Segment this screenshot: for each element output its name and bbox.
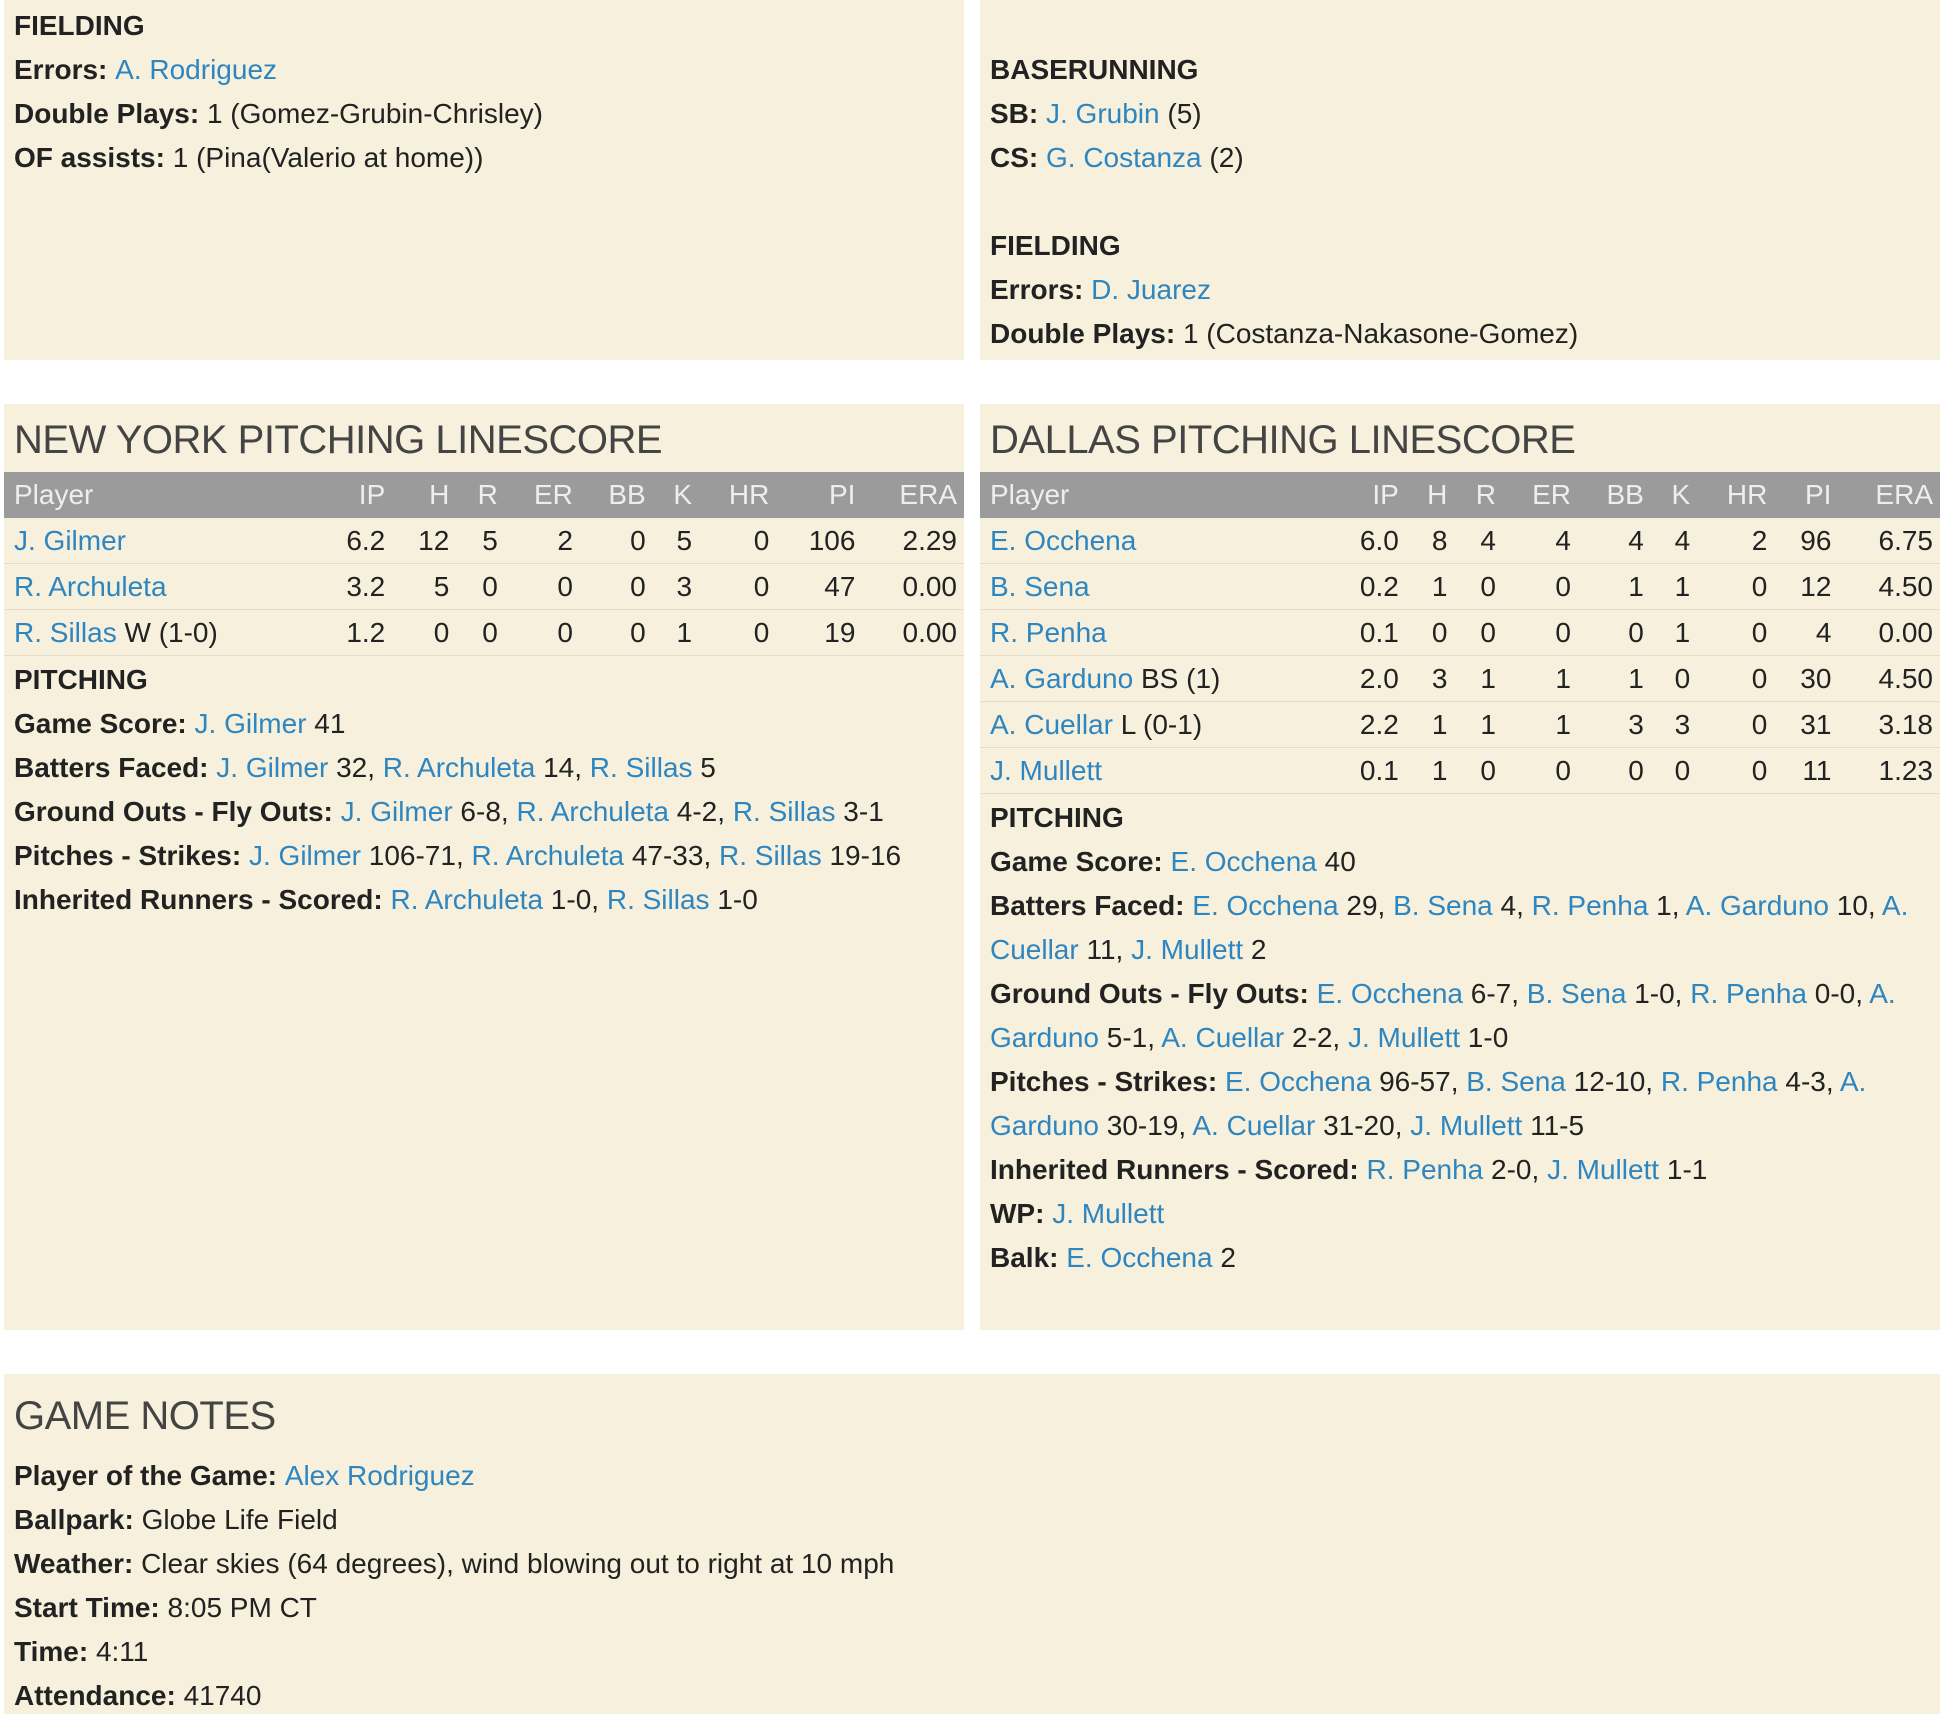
stat-cell: 0 — [456, 610, 505, 656]
stat-lines — [14, 1454, 1930, 1718]
stat-line — [14, 1630, 1930, 1674]
stat-value: (2) — [1201, 142, 1244, 173]
stat-label: WP: — [990, 1198, 1053, 1229]
stat-cell: 106 — [776, 518, 862, 564]
player-link[interactable]: R. Archuleta — [471, 840, 625, 871]
column-header: K — [653, 472, 699, 518]
stat-label: Attendance: — [14, 1680, 184, 1711]
stat-label: Inherited Runners - Scored: — [14, 884, 391, 915]
column-header: IP — [317, 472, 392, 518]
dal-baserunning-fielding-panel — [980, 0, 1940, 360]
stat-cell: 3.18 — [1838, 702, 1940, 748]
panel-title: GAME NOTES — [14, 1394, 276, 1438]
stat-value: 1-0 — [1460, 1022, 1509, 1053]
stat-value: 2-0, — [1483, 1154, 1548, 1185]
stat-value: 4-3, — [1777, 1066, 1840, 1097]
stat-value: 14, — [535, 752, 590, 783]
stat-cell: 31 — [1774, 702, 1838, 748]
stat-value: 6-7, — [1462, 978, 1527, 1009]
stat-cell: 1 — [1503, 702, 1578, 748]
stat-cell: 0 — [1578, 748, 1651, 794]
stat-cell: 1 — [1406, 702, 1455, 748]
player-link[interactable]: D. Juarez — [1091, 274, 1211, 305]
column-header: ERA — [1838, 472, 1940, 518]
pitching-linescore-table — [4, 472, 964, 656]
stat-value: 1 (Gomez-Grubin-Chrisley) — [206, 98, 544, 129]
column-header: K — [1651, 472, 1697, 518]
stat-value: 10, — [1828, 890, 1882, 921]
stat-cell: 0 — [699, 610, 776, 656]
player-link[interactable]: J. Mullett — [990, 754, 1103, 786]
column-header: HR — [699, 472, 776, 518]
player-link[interactable]: A. Garduno — [1685, 890, 1829, 921]
column-header: ER — [1503, 472, 1578, 518]
stat-label: Game Score: — [14, 708, 195, 739]
section-heading: FIELDING — [14, 10, 145, 41]
column-header: PI — [1774, 472, 1838, 518]
stat-cell: 4 — [1454, 518, 1503, 564]
stat-cell: 0 — [699, 518, 776, 564]
player-link[interactable]: A. Garduno — [990, 978, 1896, 1053]
stat-value: 3-1 — [835, 796, 884, 827]
stat-value: (5) — [1159, 98, 1202, 129]
player-link[interactable]: E. Occhena — [1192, 890, 1339, 921]
column-header: ERA — [862, 472, 964, 518]
player-link[interactable]: R. Sillas — [732, 796, 836, 827]
stat-cell: 0 — [1697, 656, 1774, 702]
stat-cell: 6.0 — [1331, 518, 1406, 564]
column-header: H — [392, 472, 456, 518]
player-link[interactable]: B. Sena — [990, 570, 1090, 602]
stat-lines — [990, 840, 1930, 1280]
decision-note: BS (1) — [1133, 662, 1221, 694]
stat-value: 11-5 — [1522, 1110, 1585, 1141]
player-link[interactable]: B. Sena — [1466, 1066, 1566, 1097]
stat-value: 41 — [306, 708, 346, 739]
stat-value: 2 — [1243, 934, 1267, 965]
player-link[interactable]: J. Mullett — [1547, 1154, 1660, 1185]
stat-cell: 0 — [1651, 656, 1697, 702]
stat-cell: 2 — [1697, 518, 1774, 564]
stat-value: 106-71, — [360, 840, 472, 871]
stat-cell: 1 — [1651, 564, 1697, 610]
table-row — [4, 610, 964, 656]
column-header: H — [1406, 472, 1455, 518]
stat-cell: 0 — [1503, 610, 1578, 656]
decision-note: L (0-1) — [1112, 708, 1203, 740]
table-row — [4, 564, 964, 610]
section-heading: PITCHING — [14, 664, 148, 695]
stat-cell: 5 — [456, 518, 505, 564]
stat-value: 1-1 — [1659, 1154, 1708, 1185]
stat-cell: 1 — [1454, 702, 1503, 748]
game-notes-panel — [4, 1374, 1940, 1714]
player-cell — [980, 702, 1331, 748]
column-header: R — [456, 472, 505, 518]
stat-value: 4, — [1492, 890, 1532, 921]
stat-line — [14, 1586, 1930, 1630]
stat-cell: 3 — [653, 564, 699, 610]
stat-line — [990, 312, 1930, 356]
panel-title: NEW YORK PITCHING LINESCORE — [14, 418, 663, 462]
stat-label: Ballpark: — [14, 1504, 142, 1535]
player-link[interactable]: A. Cuellar — [990, 708, 1113, 740]
stat-cell: 3 — [1406, 656, 1455, 702]
stat-label: Pitches - Strikes: — [14, 840, 249, 871]
stat-line — [14, 1498, 1930, 1542]
stat-cell: 8 — [1406, 518, 1455, 564]
stat-label: OF assists: — [14, 142, 173, 173]
player-cell — [980, 518, 1331, 564]
stat-label: Time: — [14, 1636, 96, 1667]
table-row — [980, 702, 1940, 748]
stat-label: Inherited Runners - Scored: — [990, 1154, 1367, 1185]
player-link[interactable]: R. Penha — [1660, 1066, 1778, 1097]
stat-cell: 96 — [1774, 518, 1838, 564]
stat-label: Double Plays: — [14, 98, 207, 129]
stat-label: Balk: — [990, 1242, 1067, 1273]
stat-value: 12-10, — [1565, 1066, 1661, 1097]
stat-value: 1 (Pina(Valerio at home)) — [172, 142, 484, 173]
stat-line — [14, 834, 954, 878]
section-heading: FIELDING — [990, 230, 1121, 261]
stat-value: 41740 — [183, 1680, 262, 1711]
stat-cell: 0.00 — [1838, 610, 1940, 656]
stat-lines — [14, 702, 954, 922]
stat-label: CS: — [990, 142, 1046, 173]
table-header-row — [4, 472, 964, 518]
stat-cell: 4 — [1578, 518, 1651, 564]
player-link[interactable]: R. Sillas — [719, 840, 822, 871]
stat-cell: 0 — [1503, 564, 1578, 610]
stat-cell: 0.00 — [862, 564, 964, 610]
stat-lines — [990, 92, 1930, 180]
column-header: ER — [505, 472, 580, 518]
stat-value: 5 — [692, 752, 716, 783]
stat-label: Start Time: — [14, 1592, 168, 1623]
stat-cell: 4 — [1774, 610, 1838, 656]
player-cell — [4, 610, 317, 656]
stat-label: Double Plays: — [990, 318, 1183, 349]
stat-line — [990, 972, 1930, 1060]
player-link[interactable]: E. Occhena — [1224, 1066, 1372, 1097]
stat-cell: 0 — [1454, 748, 1503, 794]
stat-cell: 47 — [776, 564, 862, 610]
stat-cell: 1 — [653, 610, 699, 656]
stat-cell: 4.50 — [1838, 656, 1940, 702]
stat-label: Batters Faced: — [990, 890, 1193, 921]
player-link[interactable]: R. Sillas — [14, 616, 117, 648]
stat-value: 11, — [1078, 934, 1132, 965]
stat-value: 8:05 PM CT — [167, 1592, 317, 1623]
player-link[interactable]: R. Archuleta — [382, 752, 536, 783]
stat-value: 2-2, — [1284, 1022, 1348, 1053]
stat-label: Ground Outs - Fly Outs: — [990, 978, 1317, 1009]
player-link[interactable]: J. Mullett — [1131, 934, 1244, 965]
stat-cell: 1 — [1406, 748, 1455, 794]
section-heading: BASERUNNING — [990, 54, 1199, 85]
player-cell — [980, 656, 1331, 702]
stat-cell: 1 — [1503, 656, 1578, 702]
player-link[interactable]: R. Penha — [1366, 1154, 1484, 1185]
player-link[interactable]: R. Archuleta — [516, 796, 669, 827]
stat-cell: 0 — [580, 564, 653, 610]
stat-line — [990, 840, 1930, 884]
stat-cell: 0 — [505, 564, 580, 610]
stat-line — [990, 1236, 1930, 1280]
stat-line — [14, 746, 954, 790]
stat-cell: 0 — [505, 610, 580, 656]
stat-cell: 1.2 — [317, 610, 392, 656]
stat-line — [14, 1454, 1930, 1498]
stat-cell: 0 — [580, 610, 653, 656]
player-cell — [980, 564, 1331, 610]
player-link[interactable]: R. Sillas — [606, 884, 710, 915]
stat-cell: 0 — [1697, 610, 1774, 656]
stat-value: 6-8, — [452, 796, 517, 827]
stat-cell: 0.2 — [1331, 564, 1406, 610]
stat-label: SB: — [990, 98, 1046, 129]
stat-line — [990, 1060, 1930, 1148]
stat-value: 5-1, — [1098, 1022, 1162, 1053]
stat-value: 40 — [1316, 846, 1356, 877]
stat-cell: 0 — [1578, 610, 1651, 656]
player-link[interactable]: E. Occhena — [990, 524, 1137, 556]
player-link[interactable]: R. Penha — [1690, 978, 1807, 1009]
stat-line — [990, 1192, 1930, 1236]
stat-cell: 1 — [1651, 610, 1697, 656]
player-link[interactable]: J. Gilmer — [216, 752, 329, 783]
stat-value: 32, — [328, 752, 383, 783]
stat-line — [14, 878, 954, 922]
stat-cell: 4 — [1503, 518, 1578, 564]
stat-cell: 5 — [653, 518, 699, 564]
player-link[interactable]: R. Archuleta — [390, 884, 544, 915]
table-row — [980, 564, 1940, 610]
stat-cell: 0 — [699, 564, 776, 610]
player-cell — [980, 748, 1331, 794]
panel-title: DALLAS PITCHING LINESCORE — [990, 418, 1576, 462]
stat-cell: 0 — [1454, 564, 1503, 610]
stat-value: 1-0, — [1626, 978, 1691, 1009]
stat-label: Pitches - Strikes: — [990, 1066, 1225, 1097]
player-link[interactable]: R. Sillas — [589, 752, 693, 783]
stat-cell: 0 — [1697, 564, 1774, 610]
column-header: Player — [4, 472, 317, 518]
stat-cell: 0.1 — [1331, 610, 1406, 656]
stat-cell: 0 — [1406, 610, 1455, 656]
stat-line — [14, 702, 954, 746]
table-row — [980, 518, 1940, 564]
player-link[interactable]: J. Mullett — [1347, 1022, 1461, 1053]
stat-value: 4:11 — [95, 1636, 149, 1667]
player-link[interactable]: B. Sena — [1526, 978, 1627, 1009]
stat-label: Errors: — [990, 274, 1092, 305]
stat-cell: 1 — [1454, 656, 1503, 702]
column-header: Player — [980, 472, 1331, 518]
stat-value: 0-0, — [1806, 978, 1870, 1009]
player-link[interactable]: J. Mullett — [1410, 1110, 1523, 1141]
stat-line — [990, 1148, 1930, 1192]
stat-value: 1 (Costanza-Nakasone-Gomez) — [1182, 318, 1579, 349]
table-row — [980, 656, 1940, 702]
pitching-linescore-table — [980, 472, 1940, 794]
stat-value: Clear skies (64 degrees), wind blowing out to right at 10 mph — [141, 1548, 895, 1579]
stat-value: 1-0 — [709, 884, 758, 915]
stat-cell: 0 — [392, 610, 456, 656]
stat-value: 31-20, — [1315, 1110, 1411, 1141]
player-link[interactable]: G. Costanza — [1046, 142, 1202, 173]
ny-fielding-panel — [4, 0, 964, 360]
player-link[interactable]: E. Occhena — [1066, 1242, 1213, 1273]
stat-line — [14, 92, 954, 136]
stat-value: 47-33, — [624, 840, 719, 871]
player-link[interactable]: J. Gilmer — [194, 708, 307, 739]
stat-cell: 4 — [1651, 518, 1697, 564]
decision-note: W (1-0) — [116, 616, 218, 648]
player-link[interactable]: R. Archuleta — [14, 570, 167, 602]
stat-label: Ground Outs - Fly Outs: — [14, 796, 341, 827]
stat-cell: 0 — [580, 518, 653, 564]
player-cell — [4, 518, 317, 564]
stat-cell: 2 — [505, 518, 580, 564]
stat-cell: 2.29 — [862, 518, 964, 564]
stat-line — [14, 1542, 1930, 1586]
stat-line — [990, 136, 1930, 180]
stat-value: 2 — [1212, 1242, 1236, 1273]
stat-cell: 0 — [1651, 748, 1697, 794]
stat-cell: 1.23 — [1838, 748, 1940, 794]
player-link[interactable]: E. Occhena — [1316, 978, 1463, 1009]
column-header: IP — [1331, 472, 1406, 518]
stat-value: Globe Life Field — [141, 1504, 338, 1535]
stat-line — [990, 92, 1930, 136]
player-link[interactable]: A. Garduno — [990, 662, 1134, 694]
table-row — [980, 748, 1940, 794]
stat-value: 1, — [1648, 890, 1686, 921]
ny-pitching-panel — [4, 404, 964, 1330]
stat-cell: 2.0 — [1331, 656, 1406, 702]
player-link[interactable]: Alex Rodriguez — [284, 1460, 475, 1491]
player-link[interactable]: J. Grubin — [1046, 98, 1160, 129]
player-link[interactable]: J. Gilmer — [248, 840, 361, 871]
table-row — [4, 518, 964, 564]
player-link[interactable]: R. Penha — [990, 616, 1107, 648]
stat-cell: 0 — [1454, 610, 1503, 656]
stat-cell: 11 — [1774, 748, 1838, 794]
player-link[interactable]: A. Cuellar — [990, 890, 1909, 965]
dal-pitching-panel — [980, 404, 1940, 1330]
stat-value: 29, — [1338, 890, 1394, 921]
column-header: PI — [776, 472, 862, 518]
stat-label: Batters Faced: — [14, 752, 217, 783]
player-link[interactable]: R. Penha — [1531, 890, 1649, 921]
table-row — [980, 610, 1940, 656]
stat-value: 19-16 — [821, 840, 902, 871]
player-link[interactable]: A. Cuellar — [1192, 1110, 1316, 1141]
stat-lines — [14, 48, 954, 180]
section-heading: PITCHING — [990, 802, 1124, 833]
stat-value: 30-19, — [1098, 1110, 1193, 1141]
stat-cell: 4.50 — [1838, 564, 1940, 610]
column-header: R — [1454, 472, 1503, 518]
column-header: BB — [580, 472, 653, 518]
stat-cell: 0.1 — [1331, 748, 1406, 794]
stat-cell: 3 — [1651, 702, 1697, 748]
stat-line — [14, 48, 954, 92]
stat-cell: 0.00 — [862, 610, 964, 656]
stat-cell: 6.75 — [1838, 518, 1940, 564]
stat-lines — [990, 268, 1930, 356]
player-link[interactable]: E. Occhena — [1170, 846, 1317, 877]
stat-line — [14, 1674, 1930, 1718]
stat-cell: 3.2 — [317, 564, 392, 610]
stat-label: Weather: — [14, 1548, 142, 1579]
stat-cell: 1 — [1578, 656, 1651, 702]
stat-line — [990, 268, 1930, 312]
stat-cell: 6.2 — [317, 518, 392, 564]
stat-cell: 0 — [1697, 702, 1774, 748]
stat-cell: 30 — [1774, 656, 1838, 702]
stat-line — [14, 136, 954, 180]
stat-cell: 2.2 — [1331, 702, 1406, 748]
stat-cell: 0 — [1503, 748, 1578, 794]
stat-cell: 12 — [1774, 564, 1838, 610]
stat-line — [990, 884, 1930, 972]
stat-value: 1-0, — [543, 884, 607, 915]
table-header-row — [980, 472, 1940, 518]
player-cell — [4, 564, 317, 610]
stat-cell: 5 — [392, 564, 456, 610]
player-link[interactable]: J. Gilmer — [14, 524, 126, 556]
player-cell — [980, 610, 1331, 656]
stat-cell: 1 — [1406, 564, 1455, 610]
stat-cell: 3 — [1578, 702, 1651, 748]
player-link[interactable]: B. Sena — [1393, 890, 1493, 921]
stat-cell: 12 — [392, 518, 456, 564]
stat-label: Player of the Game: — [14, 1460, 285, 1491]
player-link[interactable]: J. Gilmer — [340, 796, 453, 827]
column-header: HR — [1697, 472, 1774, 518]
stat-cell: 19 — [776, 610, 862, 656]
player-link[interactable]: A. Garduno — [990, 1066, 1867, 1141]
stat-cell: 0 — [456, 564, 505, 610]
stat-value: 4-2, — [669, 796, 733, 827]
stat-cell: 0 — [1697, 748, 1774, 794]
player-link[interactable]: A. Cuellar — [1161, 1022, 1285, 1053]
stat-value: 96-57, — [1371, 1066, 1467, 1097]
stat-cell: 1 — [1578, 564, 1651, 610]
stat-label: Errors: — [14, 54, 116, 85]
player-link[interactable]: J. Mullett — [1052, 1198, 1165, 1229]
stat-label: Game Score: — [990, 846, 1171, 877]
column-header: BB — [1578, 472, 1651, 518]
stat-line — [14, 790, 954, 834]
player-link[interactable]: A. Rodriguez — [115, 54, 278, 85]
